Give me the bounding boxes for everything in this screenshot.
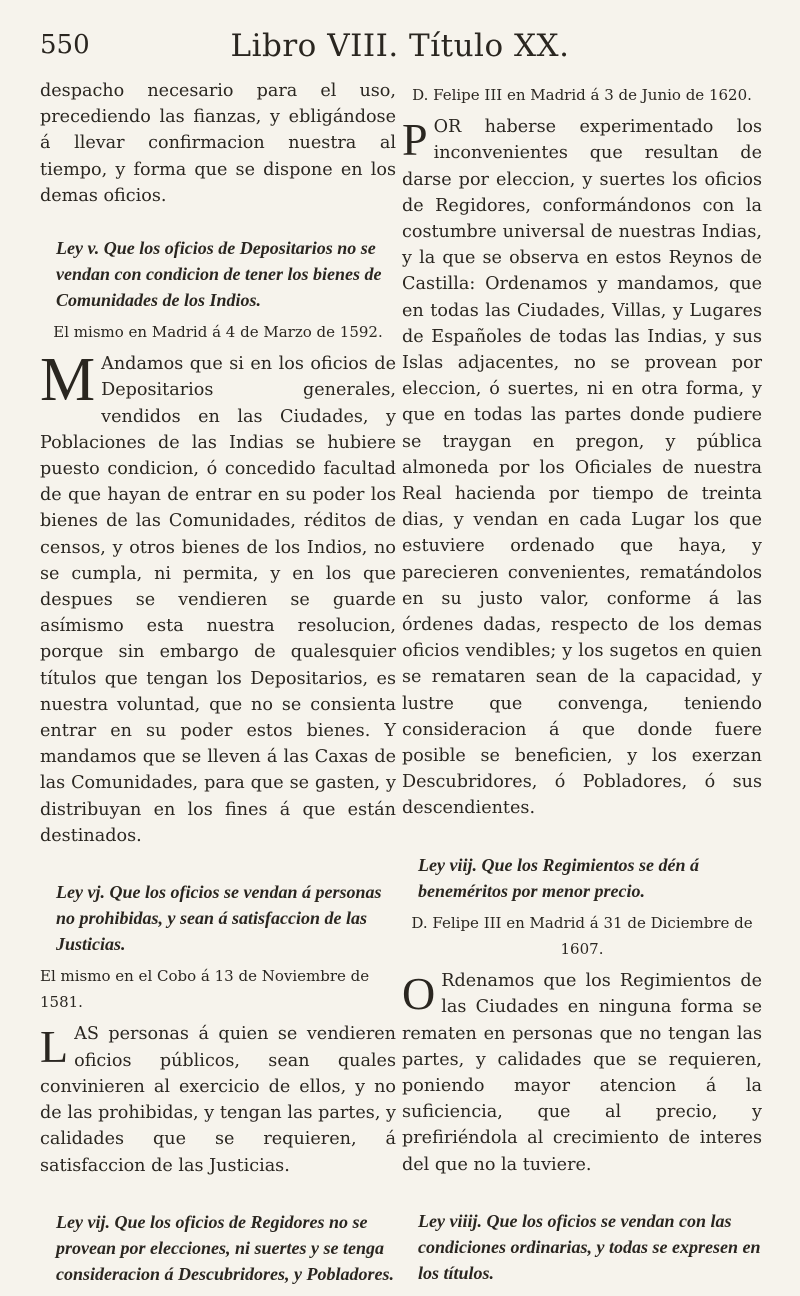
page-number: 550: [40, 30, 90, 60]
law-8-title: Ley viij. Que los Regimientos se dén á beneméritos por menor precio.: [418, 854, 699, 901]
law-6-initial: L: [40, 1021, 69, 1073]
right-column: [402, 78, 762, 1292]
law-6-body: [40, 1021, 396, 1178]
law-7-initial: P: [402, 114, 428, 166]
law-5-title: Ley v. Que los oficios de Depositarios no se vendan con condicion de tener los bienes de Comunidades de los Indios.: [56, 238, 382, 311]
intro-paragraph: despacho necesario para el uso, precediendo las fianzas, y ebligándose á llevar confirmacion nuestra al tiempo, y forma que se dispone en los demas oficios.: [40, 81, 396, 206]
page-header: [40, 28, 760, 68]
law-8-text: Rdenamos que los Regimientos de las Ciudades en ninguna forma se rematen en personas que no tengan las partes, y calidades que se requieren, poniendo mayor atencion á la suficiencia, que al precio, y prefiriéndola al crecimiento de interes del que no la tuviere.: [402, 971, 762, 1175]
law-8-body: [402, 968, 762, 1178]
running-title: Libro VIII. Título XX.: [230, 28, 570, 64]
law-8-dateline: D. Felipe III en Madrid á 31 de Diciembre de 1607.: [411, 913, 753, 958]
law-5-text: Andamos que si en los oficios de Depositarios generales, vendidos en las Ciudades, y Poblaciones de las Indias se hubiere puesto condicion, ó concedido facultad de que hayan de entrar en su poder los bienes de las Comunidades, réditos de censos, y otros bienes de los Indios, no se cumpla, ni permita, y en los que despues se vendieren se guarde asímismo esta nuestra resolucion, porque sin embargo de qualesquier títulos que tengan los Depositarios, es nuestra voluntad, que no se consienta entrar en su poder estos bienes. Y mandamos que se lleven á las Caxas de las Comunidades, para que se gasten, y distribuyan en los fines á que están destinados.: [40, 354, 396, 846]
law-8-initial: O: [402, 968, 436, 1020]
law-5-body: [40, 346, 396, 849]
law-9-title: Ley viiij. Que los oficios se vendan con las condiciones ordinarias, y todas se expresen en los títulos.: [418, 1210, 761, 1283]
law-7-body: [402, 114, 762, 821]
left-column: [40, 78, 396, 1293]
law-5-dateline: El mismo en Madrid á 4 de Marzo de 1592.: [53, 323, 383, 342]
law-7-text: OR haberse experimentado los inconvenientes que resultan de darse por eleccion, y suertes los oficios de Regidores, conformándonos con la costumbre universal de nuestras Indias, y la que se observa en estos Reynos de Castilla: Ordenamos y mandamos, que en todas las Ciudades, Villas, y Lugares de Españoles de todas las Indias, y sus Islas adjacentes, no se provean por eleccion, ó suertes, ni en otra forma, y que en todas las partes donde pudiere se traygan en pregon, y pública almoneda por los Oficiales de nuestra Real hacienda por tiempo de treinta dias, y vendan en cada Lugar los que estuviere ordenado que haya, y parecieren convenientes, rematándolos en su justo valor, conforme á las órdenes dadas, respecto de los demas oficios vendibles; y los sugetos en quien se remataren sean de la capacidad, y lustre que convenga, teniendo consideracion á que donde fuere posible se beneficien, y los exerzan Descubridores, ó Pobladores, ó sus descendientes.: [402, 117, 762, 819]
law-7-title: Ley vij. Que los oficios de Regidores no se provean por elecciones, ni suertes y se tenga consideracion á Descubridores, y Pobladores.: [56, 1211, 394, 1284]
law-6-text: AS personas á quien se vendieren oficios públicos, sean quales convinieren al exercicio de ellos, y no de las prohibidas, y tengan las partes, y calidades que se requieren, á satisfaccion de las Justicias.: [40, 1024, 396, 1176]
law-5-initial: M: [40, 346, 96, 415]
law-6-dateline: El mismo en el Cobo á 13 de Noviembre de 1581.: [40, 967, 370, 1012]
law-7-dateline: D. Felipe III en Madrid á 3 de Junio de 1620.: [412, 86, 752, 104]
law-6-title: Ley vj. Que los oficios se vendan á personas no prohibidas, y sean á satisfaccion de las Justicias.: [56, 882, 382, 955]
